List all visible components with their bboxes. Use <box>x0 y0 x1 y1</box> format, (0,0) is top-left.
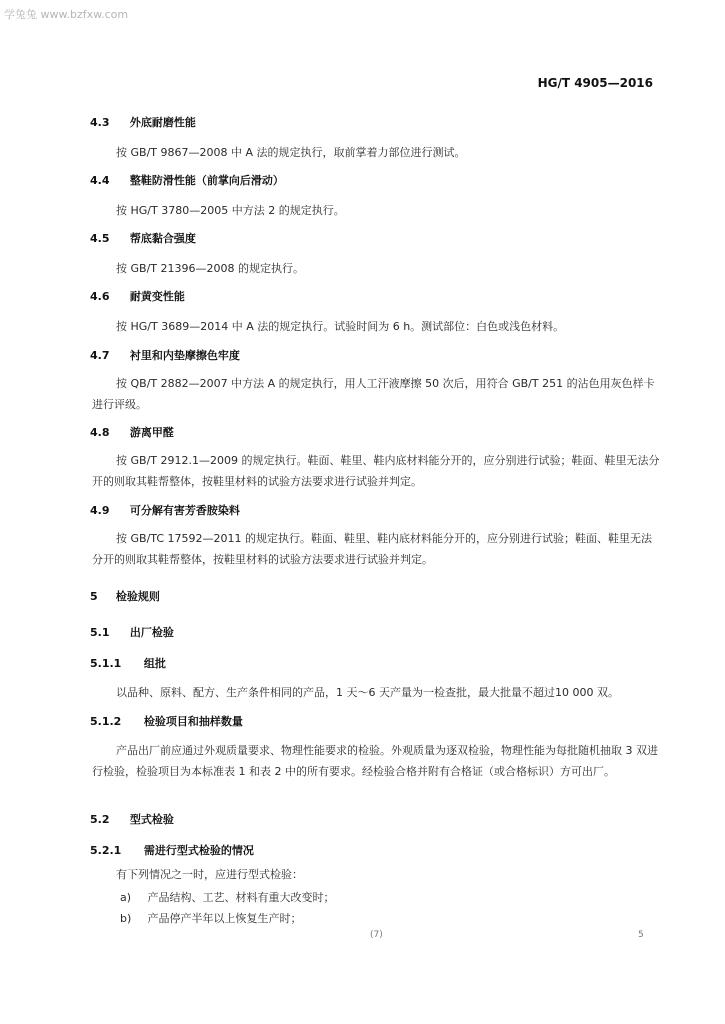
section-title: 需进行型式检验的情况 <box>143 844 254 857</box>
section-number: 4.7 <box>90 349 110 362</box>
section-body-4-8: 按 GB/T 2912.1—2009 的规定执行。鞋面、鞋里、鞋内底材料能分开的，应分别进行试验；鞋面、鞋里无法分开的则取其鞋帮整体，按鞋里材料的试验方法要求进行试验并判定。 <box>92 454 660 488</box>
section-heading-5-1 <box>90 624 174 640</box>
section-body-4-3: 按 GB/T 9867—2008 中 A 法的规定执行，取前掌着力部位进行测试。 <box>116 146 466 159</box>
section-number: 5.2 <box>90 813 110 826</box>
section-title: 衬里和内垫摩擦色牢度 <box>129 349 240 362</box>
section-title: 型式检验 <box>129 813 174 826</box>
section-body-4-6: 按 HG/T 3689—2014 中 A 法的规定执行。试验时间为 6 h。测试部位：白色或浅色材料。 <box>116 320 565 333</box>
chapter-title: 检验规则 <box>115 590 160 603</box>
section-heading-4-3 <box>90 114 196 130</box>
section-number: 5.1.2 <box>90 715 122 728</box>
section-heading-5-2-1 <box>90 842 254 858</box>
section-heading-4-5 <box>90 230 196 246</box>
section-body-5-1-1: 以品种、原料、配方、生产条件相同的产品，1 天～6 天产量为一检查批，最大批量不超过10 000 双。 <box>116 686 619 699</box>
section-body-4-7: 按 QB/T 2882—2007 中方法 A 的规定执行，用人工汗液摩擦 50 次后，用符合 GB/T 251 的沾色用灰色样卡进行评级。 <box>92 377 655 411</box>
section-number: 5.1 <box>90 626 110 639</box>
section-title: 可分解有害芳香胺染料 <box>129 504 240 517</box>
section-title: 耐黄变性能 <box>129 290 185 303</box>
section-number: 5.2.1 <box>90 844 122 857</box>
section-heading-4-8 <box>90 424 174 440</box>
section-body-5-1-2: 产品出厂前应通过外观质量要求、物理性能要求的检验。外观质量为逐双检验，物理性能为每批随机抽取 3 双进行检验，检验项目为本标准表 1 和表 2 中的所有要求。经检验合格并附有合格证（或合格标识）方可出厂。 <box>92 744 658 778</box>
section-title: 出厂检验 <box>129 626 174 639</box>
section-title: 整鞋防滑性能（前掌向后滑动） <box>129 174 284 187</box>
chapter-heading-5 <box>90 588 160 604</box>
section-body-4-9: 按 GB/TC 17592—2011 的规定执行。鞋面、鞋里、鞋内底材料能分开的，应分别进行试验；鞋面、鞋里无法分开的则取其鞋帮整体，按鞋里材料的试验方法要求进行试验并判定。 <box>92 532 653 566</box>
section-heading-4-6 <box>90 288 185 304</box>
standard-code: HG/T 4905—2016 <box>537 76 653 90</box>
footer-code: (7) <box>370 930 383 940</box>
list-text: 产品结构、工艺、材料有重大改变时； <box>147 891 335 904</box>
section-number: 4.8 <box>90 426 110 439</box>
section-title: 检验项目和抽样数量 <box>143 715 243 728</box>
section-number: 4.9 <box>90 504 110 517</box>
section-heading-5-1-1 <box>90 655 166 671</box>
list-item-b <box>120 910 302 926</box>
list-marker: b) <box>120 912 132 925</box>
section-title: 外底耐磨性能 <box>129 116 196 129</box>
section-title: 组批 <box>143 657 166 670</box>
list-marker: a) <box>120 891 132 904</box>
section-heading-4-4 <box>90 172 284 188</box>
section-body-4-4: 按 HG/T 3780—2005 中方法 2 的规定执行。 <box>116 204 345 217</box>
list-item-a <box>120 889 335 905</box>
section-heading-5-1-2 <box>90 713 243 729</box>
section-number: 4.6 <box>90 290 110 303</box>
section-number: 4.3 <box>90 116 110 129</box>
list-text: 产品停产半年以上恢复生产时； <box>147 912 302 925</box>
section-title: 游离甲醛 <box>129 426 174 439</box>
section-intro-5-2-1: 有下列情况之一时，应进行型式检验： <box>116 868 303 881</box>
section-heading-4-7 <box>90 347 240 363</box>
page-number: 5 <box>638 930 644 940</box>
section-heading-5-2 <box>90 811 174 827</box>
section-number: 4.4 <box>90 174 110 187</box>
section-heading-4-9 <box>90 502 240 518</box>
section-number: 4.5 <box>90 232 110 245</box>
section-title: 帮底黏合强度 <box>129 232 196 245</box>
section-number: 5.1.1 <box>90 657 122 670</box>
section-body-4-5: 按 GB/T 21396—2008 的规定执行。 <box>116 262 304 275</box>
watermark: 学兔兔 www.bzfxw.com <box>4 8 129 21</box>
chapter-number: 5 <box>90 590 98 603</box>
